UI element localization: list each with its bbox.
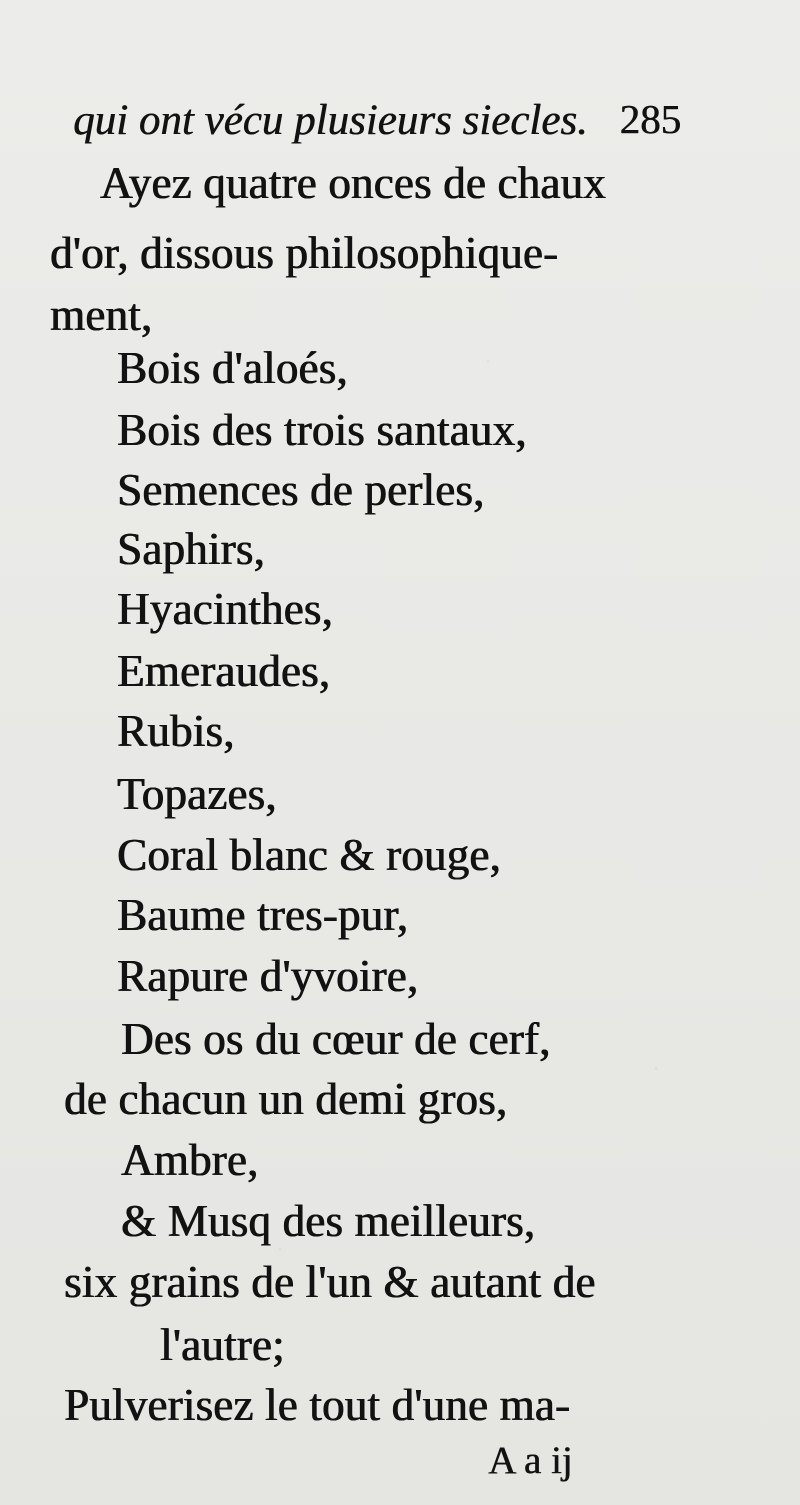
text-line: Des os du cœur de cerf, <box>121 1014 551 1064</box>
text-line: Rubis, <box>117 706 235 756</box>
page-header <box>73 96 681 151</box>
text-line: six grains de l'un & autant de <box>64 1257 596 1307</box>
text-line: Rapure d'yvoire, <box>117 951 419 1001</box>
page-number: 285 <box>619 96 681 142</box>
show-through-text <box>542 290 702 1090</box>
text-line: Ayez quatre onces de chaux <box>100 158 606 208</box>
text-line: d'or, dissous philosophique- <box>50 228 559 278</box>
text-line: Semences de perles, <box>117 465 485 515</box>
text-line: Saphirs, <box>117 524 265 574</box>
text-line: Baume tres-pur, <box>117 890 409 940</box>
running-title: qui ont vécu plusieurs siecles. <box>73 97 588 144</box>
text-line: Coral blanc & rouge, <box>117 830 501 880</box>
text-line: Hyacinthes, <box>117 584 333 634</box>
text-line: Ambre, <box>121 1135 259 1185</box>
text-line: & Musq des meilleurs, <box>121 1196 536 1246</box>
text-line: Bois des trois santaux, <box>117 405 527 455</box>
text-line: de chacun un demi gros, <box>64 1074 508 1124</box>
signature-mark: A a ij <box>488 1439 573 1482</box>
text-line: Pulverisez le tout d'une ma- <box>64 1380 571 1430</box>
text-line: Bois d'aloés, <box>117 343 348 393</box>
text-line: ment, <box>50 290 153 340</box>
text-line: l'autre; <box>160 1320 285 1370</box>
text-line: Emeraudes, <box>117 646 331 696</box>
text-line: Topazes, <box>117 769 277 819</box>
